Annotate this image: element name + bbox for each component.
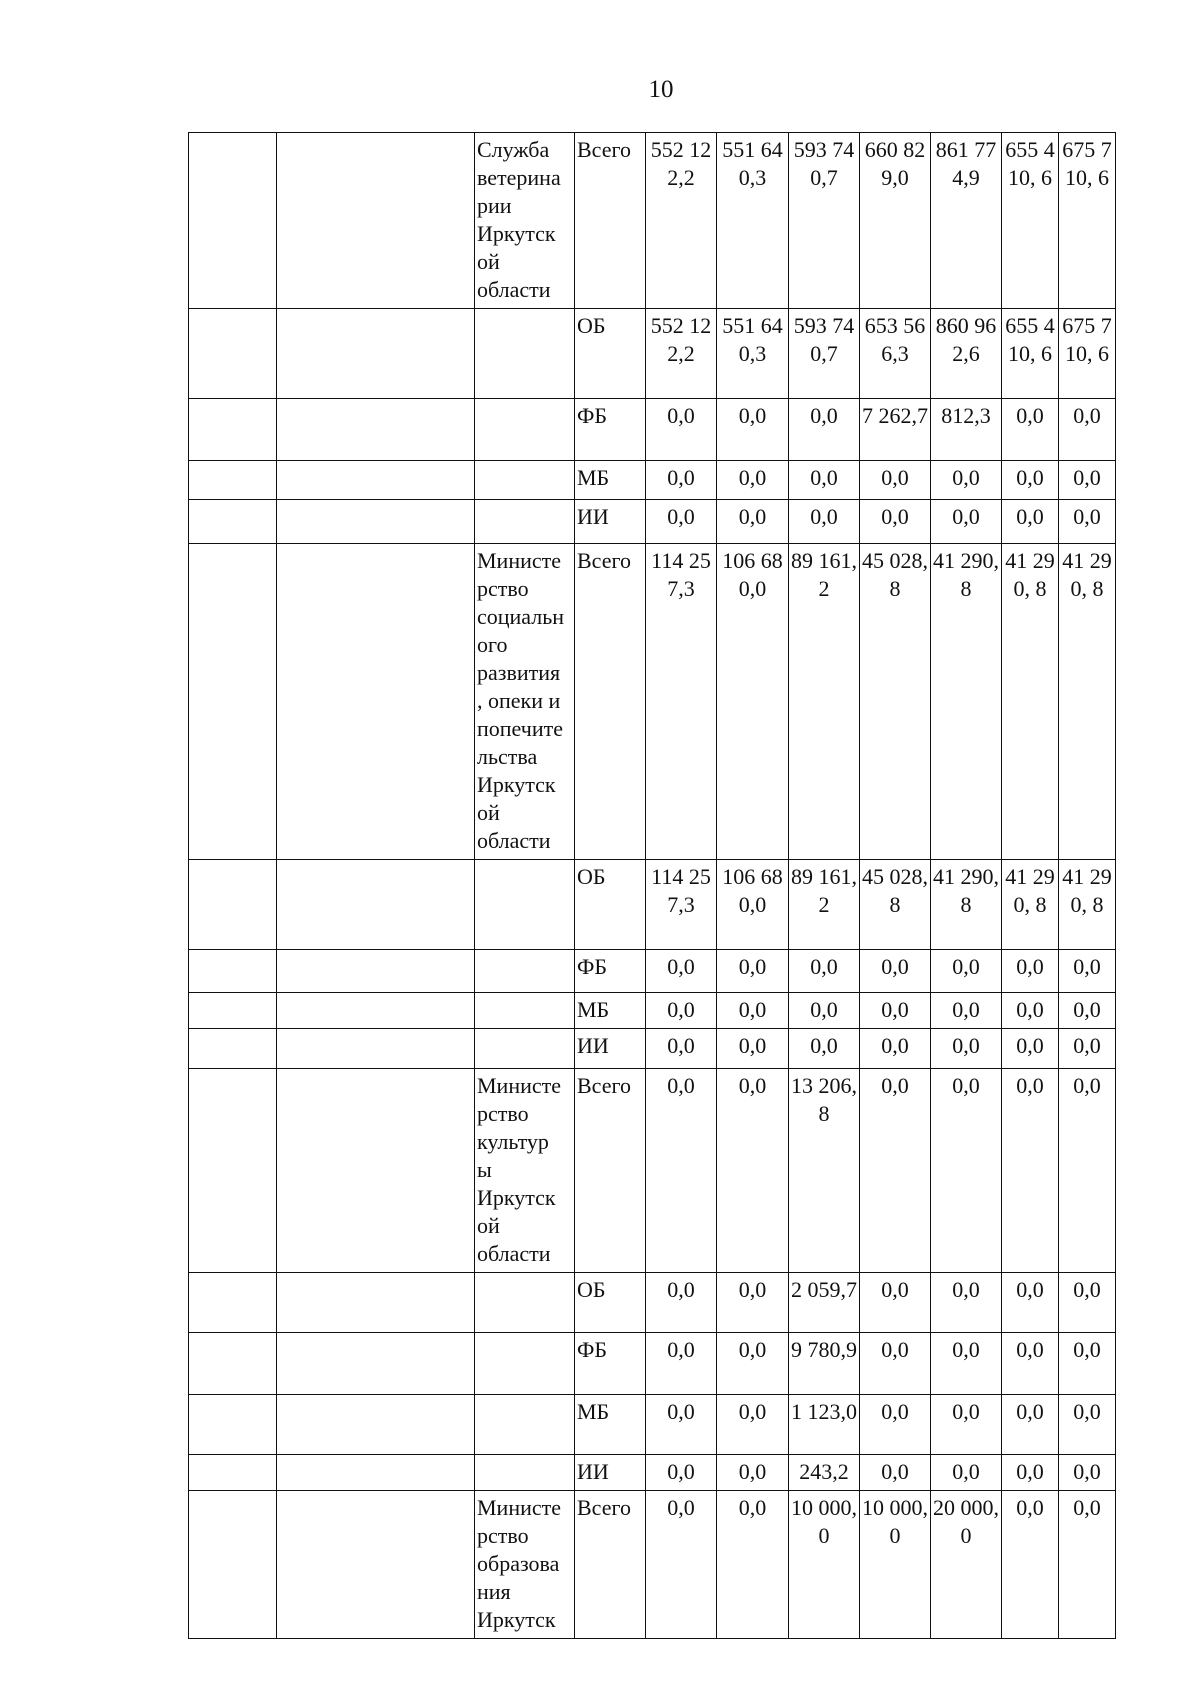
value-cell: 0,0 — [717, 500, 789, 544]
table-row — [189, 1491, 1116, 1639]
funding-source-cell: ИИ — [575, 500, 646, 544]
agency-name-cell: Министе рство культур ы Иркутск ой области — [475, 1069, 575, 1273]
value-cell: 860 962,6 — [931, 309, 1002, 399]
value-cell: 551 640,3 — [717, 309, 789, 399]
value-cell: 1 123,0 — [789, 1395, 860, 1455]
table-row — [189, 544, 1116, 860]
value-cell: 0,0 — [931, 1395, 1002, 1455]
value-cell: 106 680,0 — [717, 544, 789, 860]
value-cell: 0,0 — [931, 500, 1002, 544]
value-cell: 0,0 — [860, 1455, 931, 1491]
value-cell: 41 290,8 — [931, 544, 1002, 860]
value-cell: 0,0 — [717, 1069, 789, 1273]
empty-cell — [277, 133, 475, 309]
value-cell: 655 410, 6 — [1002, 133, 1059, 309]
value-cell: 0,0 — [789, 399, 860, 461]
empty-cell — [189, 993, 277, 1029]
funding-source-cell: МБ — [575, 993, 646, 1029]
value-cell: 552 122,2 — [646, 309, 717, 399]
funding-source-cell: ИИ — [575, 1029, 646, 1069]
funding-source-cell: ФБ — [575, 399, 646, 461]
value-cell: 0,0 — [1059, 1273, 1116, 1333]
value-cell: 2 059,7 — [789, 1273, 860, 1333]
empty-cell — [189, 461, 277, 500]
value-cell: 0,0 — [931, 950, 1002, 993]
budget-table — [188, 132, 1116, 1639]
empty-cell — [475, 950, 575, 993]
empty-cell — [277, 993, 475, 1029]
value-cell: 0,0 — [1059, 993, 1116, 1029]
empty-cell — [189, 1455, 277, 1491]
agency-name-cell: Министе рство социальн ого развития , опеки и попечите льства Иркутск ой области — [475, 544, 575, 860]
table-row — [189, 993, 1116, 1029]
table-row — [189, 133, 1116, 309]
value-cell: 593 740,7 — [789, 309, 860, 399]
empty-cell — [277, 1069, 475, 1273]
value-cell: 0,0 — [646, 1069, 717, 1273]
value-cell: 45 028,8 — [860, 544, 931, 860]
value-cell: 9 780,9 — [789, 1333, 860, 1395]
value-cell: 0,0 — [1002, 399, 1059, 461]
value-cell: 0,0 — [717, 399, 789, 461]
value-cell: 861 774,9 — [931, 133, 1002, 309]
empty-cell — [277, 461, 475, 500]
empty-cell — [277, 544, 475, 860]
value-cell: 0,0 — [931, 1333, 1002, 1395]
value-cell: 0,0 — [1002, 993, 1059, 1029]
empty-cell — [475, 399, 575, 461]
empty-cell — [475, 1395, 575, 1455]
table-row — [189, 1395, 1116, 1455]
value-cell: 0,0 — [717, 1029, 789, 1069]
empty-cell — [277, 950, 475, 993]
value-cell: 0,0 — [717, 1273, 789, 1333]
empty-cell — [475, 993, 575, 1029]
value-cell: 0,0 — [931, 1273, 1002, 1333]
value-cell: 660 829,0 — [860, 133, 931, 309]
empty-cell — [189, 1273, 277, 1333]
value-cell: 0,0 — [717, 1491, 789, 1639]
value-cell: 7 262,7 — [860, 399, 931, 461]
value-cell: 551 640,3 — [717, 133, 789, 309]
empty-cell — [277, 399, 475, 461]
empty-cell — [277, 500, 475, 544]
value-cell: 0,0 — [860, 950, 931, 993]
empty-cell — [475, 1333, 575, 1395]
value-cell: 0,0 — [646, 950, 717, 993]
table-row — [189, 461, 1116, 500]
value-cell: 0,0 — [860, 500, 931, 544]
value-cell: 0,0 — [860, 1395, 931, 1455]
table-row — [189, 860, 1116, 950]
value-cell: 10 000,0 — [860, 1491, 931, 1639]
empty-cell — [475, 1455, 575, 1491]
value-cell: 0,0 — [1059, 1333, 1116, 1395]
empty-cell — [475, 461, 575, 500]
empty-cell — [277, 1455, 475, 1491]
funding-source-cell: МБ — [575, 1395, 646, 1455]
value-cell: 655 410, 6 — [1002, 309, 1059, 399]
value-cell: 0,0 — [646, 1491, 717, 1639]
value-cell: 0,0 — [931, 1455, 1002, 1491]
empty-cell — [189, 1491, 277, 1639]
value-cell: 0,0 — [646, 461, 717, 500]
value-cell: 41 290,8 — [931, 860, 1002, 950]
value-cell: 675 710, 6 — [1059, 133, 1116, 309]
table-row — [189, 950, 1116, 993]
empty-cell — [277, 1333, 475, 1395]
funding-source-cell: ФБ — [575, 1333, 646, 1395]
value-cell: 114 257,3 — [646, 544, 717, 860]
value-cell: 41 290, 8 — [1059, 544, 1116, 860]
funding-source-cell: ИИ — [575, 1455, 646, 1491]
funding-source-cell: ОБ — [575, 860, 646, 950]
value-cell: 0,0 — [789, 461, 860, 500]
value-cell: 0,0 — [646, 993, 717, 1029]
value-cell: 0,0 — [931, 461, 1002, 500]
value-cell: 20 000,0 — [931, 1491, 1002, 1639]
empty-cell — [189, 500, 277, 544]
funding-source-cell: МБ — [575, 461, 646, 500]
value-cell: 0,0 — [646, 1455, 717, 1491]
value-cell: 13 206,8 — [789, 1069, 860, 1273]
value-cell: 0,0 — [1002, 1069, 1059, 1273]
empty-cell — [189, 544, 277, 860]
empty-cell — [189, 1069, 277, 1273]
value-cell: 0,0 — [860, 1333, 931, 1395]
value-cell: 0,0 — [1002, 1273, 1059, 1333]
empty-cell — [475, 1029, 575, 1069]
table-row — [189, 1455, 1116, 1491]
empty-cell — [475, 860, 575, 950]
agency-name-cell: Служба ветерина рии Иркутск ой области — [475, 133, 575, 309]
value-cell: 0,0 — [931, 1069, 1002, 1273]
table-row — [189, 500, 1116, 544]
empty-cell — [189, 133, 277, 309]
value-cell: 0,0 — [860, 993, 931, 1029]
empty-cell — [277, 1395, 475, 1455]
funding-source-cell: ОБ — [575, 309, 646, 399]
value-cell: 0,0 — [1002, 461, 1059, 500]
empty-cell — [277, 1491, 475, 1639]
table-row — [189, 1333, 1116, 1395]
empty-cell — [277, 309, 475, 399]
table-row — [189, 399, 1116, 461]
table-row — [189, 1069, 1116, 1273]
value-cell: 114 257,3 — [646, 860, 717, 950]
value-cell: 243,2 — [789, 1455, 860, 1491]
value-cell: 0,0 — [860, 1273, 931, 1333]
value-cell: 41 290, 8 — [1059, 860, 1116, 950]
value-cell: 0,0 — [1002, 500, 1059, 544]
value-cell: 0,0 — [646, 1029, 717, 1069]
value-cell: 0,0 — [931, 993, 1002, 1029]
page-number: 10 — [648, 76, 674, 103]
value-cell: 0,0 — [717, 1333, 789, 1395]
value-cell: 0,0 — [789, 993, 860, 1029]
empty-cell — [189, 1029, 277, 1069]
empty-cell — [189, 1333, 277, 1395]
value-cell: 0,0 — [717, 993, 789, 1029]
value-cell: 0,0 — [646, 399, 717, 461]
table-row — [189, 1029, 1116, 1069]
value-cell: 0,0 — [717, 950, 789, 993]
empty-cell — [189, 309, 277, 399]
value-cell: 106 680,0 — [717, 860, 789, 950]
value-cell: 0,0 — [1002, 950, 1059, 993]
empty-cell — [475, 309, 575, 399]
value-cell: 0,0 — [646, 500, 717, 544]
value-cell: 0,0 — [1059, 500, 1116, 544]
value-cell: 552 122,2 — [646, 133, 717, 309]
value-cell: 653 566,3 — [860, 309, 931, 399]
value-cell: 0,0 — [860, 1029, 931, 1069]
empty-cell — [475, 500, 575, 544]
value-cell: 812,3 — [931, 399, 1002, 461]
value-cell: 675 710, 6 — [1059, 309, 1116, 399]
value-cell: 10 000,0 — [789, 1491, 860, 1639]
value-cell: 0,0 — [1059, 1069, 1116, 1273]
value-cell: 0,0 — [646, 1395, 717, 1455]
value-cell: 0,0 — [860, 1069, 931, 1273]
funding-source-cell: Всего — [575, 133, 646, 309]
value-cell: 0,0 — [1002, 1029, 1059, 1069]
value-cell: 593 740,7 — [789, 133, 860, 309]
empty-cell — [277, 860, 475, 950]
value-cell: 0,0 — [1002, 1491, 1059, 1639]
empty-cell — [277, 1273, 475, 1333]
value-cell: 0,0 — [717, 461, 789, 500]
value-cell: 0,0 — [789, 1029, 860, 1069]
value-cell: 0,0 — [1059, 1455, 1116, 1491]
table-row — [189, 309, 1116, 399]
value-cell: 0,0 — [1059, 399, 1116, 461]
funding-source-cell: Всего — [575, 1491, 646, 1639]
empty-cell — [189, 950, 277, 993]
funding-source-cell: ФБ — [575, 950, 646, 993]
value-cell: 0,0 — [1002, 1455, 1059, 1491]
funding-source-cell: Всего — [575, 544, 646, 860]
empty-cell — [189, 860, 277, 950]
empty-cell — [475, 1273, 575, 1333]
agency-name-cell: Министе рство образова ния Иркутск — [475, 1491, 575, 1639]
value-cell: 41 290, 8 — [1002, 544, 1059, 860]
empty-cell — [189, 399, 277, 461]
value-cell: 0,0 — [717, 1455, 789, 1491]
value-cell: 41 290, 8 — [1002, 860, 1059, 950]
value-cell: 0,0 — [717, 1395, 789, 1455]
value-cell: 0,0 — [789, 950, 860, 993]
value-cell: 0,0 — [646, 1273, 717, 1333]
value-cell: 45 028,8 — [860, 860, 931, 950]
value-cell: 89 161,2 — [789, 860, 860, 950]
value-cell: 0,0 — [1059, 1491, 1116, 1639]
value-cell: 0,0 — [646, 1333, 717, 1395]
value-cell: 0,0 — [1002, 1395, 1059, 1455]
table-row — [189, 1273, 1116, 1333]
value-cell: 0,0 — [1059, 1395, 1116, 1455]
value-cell: 0,0 — [1002, 1333, 1059, 1395]
funding-source-cell: ОБ — [575, 1273, 646, 1333]
value-cell: 0,0 — [860, 461, 931, 500]
value-cell: 0,0 — [789, 500, 860, 544]
funding-source-cell: Всего — [575, 1069, 646, 1273]
value-cell: 0,0 — [1059, 461, 1116, 500]
value-cell: 0,0 — [931, 1029, 1002, 1069]
empty-cell — [189, 1395, 277, 1455]
value-cell: 0,0 — [1059, 950, 1116, 993]
empty-cell — [277, 1029, 475, 1069]
value-cell: 89 161,2 — [789, 544, 860, 860]
value-cell: 0,0 — [1059, 1029, 1116, 1069]
